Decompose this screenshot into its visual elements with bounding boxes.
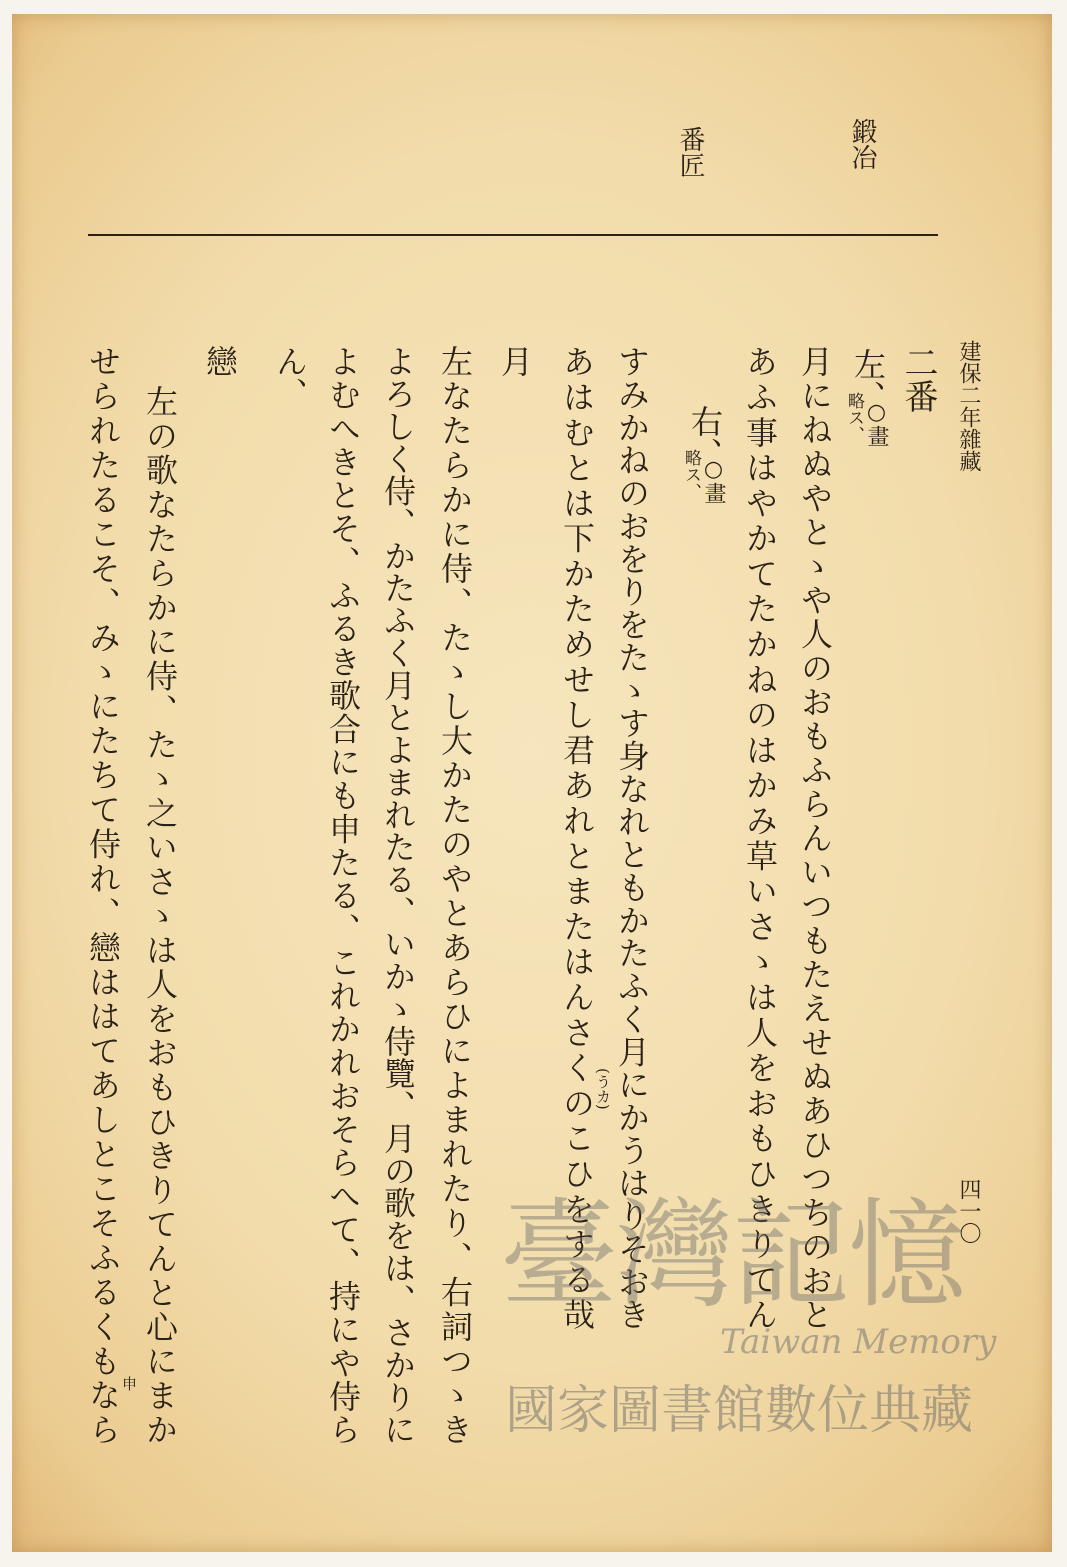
poem-right-love: あはむとは下かためせし君あれとまたはんさくのこひをする哉 — [558, 345, 596, 1330]
section-divider — [88, 234, 938, 236]
ruby-annotation: (うカ) — [594, 1068, 612, 1110]
running-title: 建保二年雜藏 — [956, 340, 981, 472]
judgment-topic-love: 戀 — [201, 345, 239, 377]
judgment-line: よろしく侍、かたふく月とよまれたる、いかゝ侍覽、月の歌をは、さかりに — [379, 345, 417, 1445]
poem-left-moon: 月にねぬやとゝや人のおもふらんいつもたえせぬあひつちのおと — [796, 345, 834, 1330]
correction-annotation: 申 — [120, 1376, 138, 1391]
craft-label-kaji: 鍛冶 — [847, 118, 877, 170]
watermark-english: Taiwan Memory — [720, 1322, 997, 1362]
craft-label-bansho: 番匠 — [675, 126, 705, 178]
right-side-note: ○畫 — [701, 457, 726, 504]
right-side-note-small: 略ス、 — [681, 449, 701, 500]
judgment-line: 左なたらかに侍、たゝし大かたのやとあらひによまれたり、右詞つゝき — [436, 345, 474, 1445]
left-side-note-small: 略ス、 — [844, 392, 864, 443]
round-heading: 二番 — [898, 345, 938, 413]
judgment-line: よむへきとそ、ふるき歌合にも申たる、これかれおそらへて、持にや侍ら — [324, 345, 362, 1445]
poem-left-love: あふ事はやかてたかねのはかみ草いさゝは人をおもひきりてん — [741, 345, 779, 1330]
poem-right-moon: すみかねのおをりをたゝす身なれともかたふく月にかうはりそおき — [613, 345, 651, 1330]
left-side-label: 左、 — [849, 348, 887, 412]
watermark-logo: 臺灣記憶 — [500, 1186, 965, 1324]
right-side-label: 右、 — [686, 405, 724, 469]
judgment-line: せられたるこそ、みゝにたちて侍れ、戀ははてあしとこそふるくもなら — [84, 345, 122, 1445]
judgment-topic-moon: 月 — [496, 345, 534, 377]
judgment-line: 左の歌なたらかに侍、たゝ之いさゝは人をおもひきりてんと心にまか — [141, 385, 179, 1445]
watermark-institution: 國家圖書館數位典藏 — [505, 1381, 974, 1441]
left-side-note: ○畫 — [864, 400, 889, 447]
judgment-line: ん、 — [271, 345, 309, 409]
page-number: 四一〇 — [956, 1178, 981, 1244]
